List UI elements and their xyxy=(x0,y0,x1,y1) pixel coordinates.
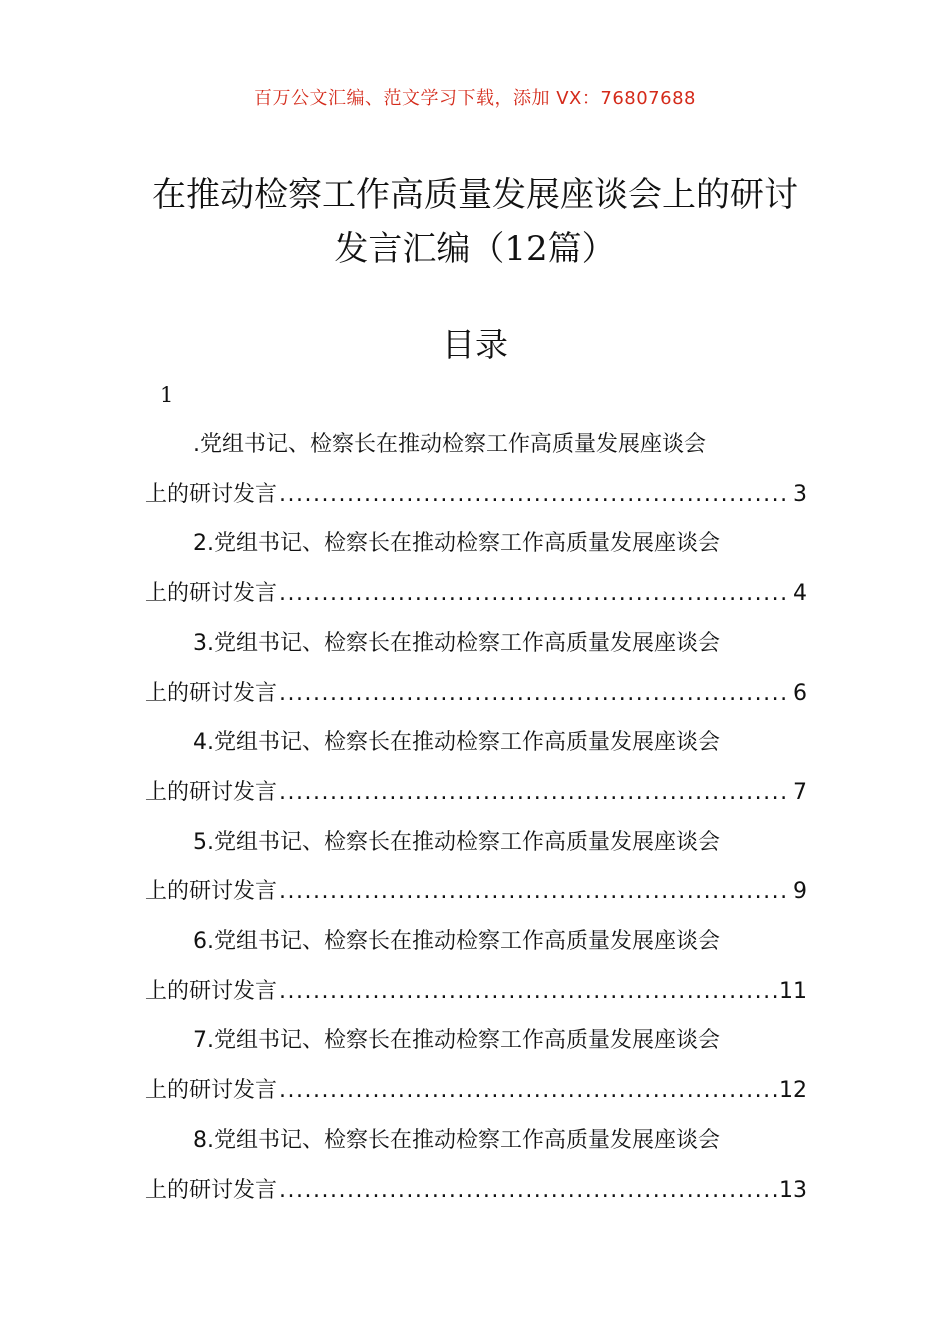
toc-entry-title-end: 上的研讨发言 xyxy=(145,978,278,1004)
toc-page-number: 12 xyxy=(779,1078,807,1104)
toc-entry-title-end: 上的研讨发言 xyxy=(145,1177,278,1203)
toc-page-number: 11 xyxy=(779,978,807,1004)
toc-entry-title: 6.党组书记、检察长在推动检察工作高质量发展座谈会 xyxy=(193,929,720,955)
toc-entry[interactable] xyxy=(145,818,807,917)
toc-page-number: 9 xyxy=(793,879,807,905)
toc-entry[interactable] xyxy=(145,1016,807,1115)
toc-dot-leader xyxy=(279,1166,777,1216)
toc-entry[interactable] xyxy=(145,1116,807,1215)
toc-entry-continuation xyxy=(145,569,807,619)
toc-heading: 目录 xyxy=(442,325,508,364)
toc-entry-title: 4.党组书记、检察长在推动检察工作高质量发展座谈会 xyxy=(193,730,720,756)
toc-stray-number: 1 xyxy=(160,383,174,407)
toc-entry-continuation xyxy=(145,867,807,917)
title-part2: 篇） xyxy=(547,229,616,269)
toc-entry-continuation xyxy=(145,669,807,719)
toc-dot-leader xyxy=(279,569,791,619)
toc-entry-continuation xyxy=(145,1066,807,1116)
toc-dot-leader xyxy=(279,967,777,1017)
toc-entry-title: .党组书记、检察长在推动检察工作高质量发展座谈会 xyxy=(193,432,706,457)
header-note: 百万公文汇编、范文学习下载，添加 VX：76807688 xyxy=(254,88,696,109)
toc-page-number: 3 xyxy=(793,481,807,507)
toc-dot-leader xyxy=(279,470,791,520)
toc-list xyxy=(145,420,807,1215)
toc-entry-title: 3.党组书记、检察长在推动检察工作高质量发展座谈会 xyxy=(193,630,720,656)
toc-dot-leader xyxy=(279,669,791,719)
toc-page-number: 4 xyxy=(793,581,807,607)
toc-entry[interactable] xyxy=(145,420,807,519)
toc-entry-title: 2.党组书记、检察长在推动检察工作高质量发展座谈会 xyxy=(193,531,720,557)
toc-entry-continuation xyxy=(145,470,807,520)
toc-page-number: 13 xyxy=(779,1177,807,1203)
toc-page-number: 7 xyxy=(793,779,807,805)
toc-entry-title-end: 上的研讨发言 xyxy=(145,481,278,507)
toc-entry-title: 8.党组书记、检察长在推动检察工作高质量发展座谈会 xyxy=(193,1127,720,1153)
toc-entry-title-end: 上的研讨发言 xyxy=(145,1078,278,1104)
toc-dot-leader xyxy=(279,1066,777,1116)
toc-entry-continuation xyxy=(145,967,807,1017)
toc-entry-title-end: 上的研讨发言 xyxy=(145,581,278,607)
toc-entry[interactable] xyxy=(145,718,807,817)
toc-entry-title: 5.党组书记、检察长在推动检察工作高质量发展座谈会 xyxy=(193,829,720,855)
document-title xyxy=(140,168,810,276)
toc-entry-title: 7.党组书记、检察长在推动检察工作高质量发展座谈会 xyxy=(193,1028,720,1054)
toc-entry[interactable] xyxy=(145,917,807,1016)
toc-entry[interactable] xyxy=(145,519,807,618)
toc-entry-title-end: 上的研讨发言 xyxy=(145,779,278,805)
toc-entry-continuation xyxy=(145,768,807,818)
toc-page-number: 6 xyxy=(793,680,807,706)
toc-entry-title-end: 上的研讨发言 xyxy=(145,680,278,706)
toc-dot-leader xyxy=(279,768,791,818)
toc-dot-leader xyxy=(279,867,791,917)
title-part1: 在推动检察工作高质量发展座谈会上的研讨发言汇编（ xyxy=(152,175,798,269)
title-count: 12 xyxy=(504,229,548,269)
toc-entry[interactable] xyxy=(145,619,807,718)
toc-entry-title-end: 上的研讨发言 xyxy=(145,879,278,905)
toc-entry-continuation xyxy=(145,1166,807,1216)
